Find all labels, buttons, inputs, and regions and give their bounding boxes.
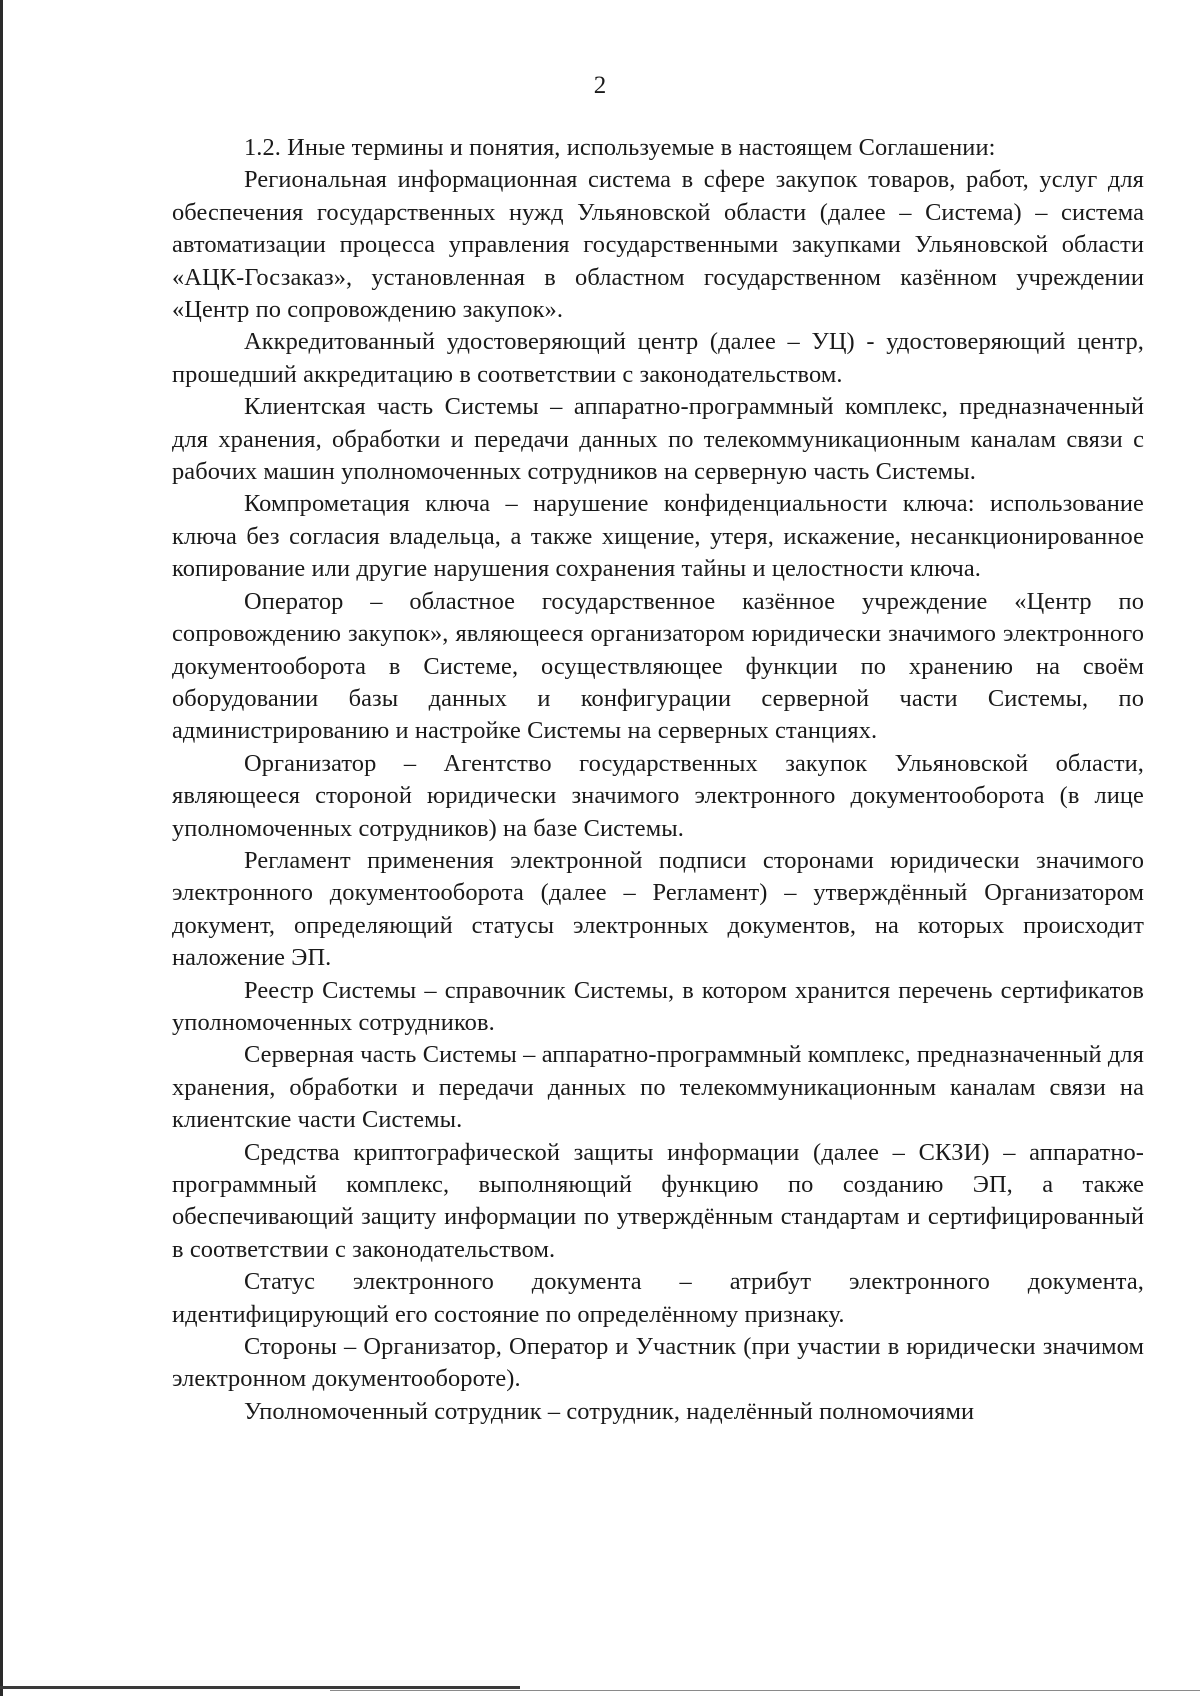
paragraph-definition-operator: Оператор – областное государственное казённое учреждение «Центр по сопровождению закупок», являющееся организатором юридически значимого электронного документооборота в Системе, осуществляющее функции по хранению на своём оборудовании базы данных и конфигурации серверной части Системы, по администрированию и настройке Системы на серверных станциях. <box>172 587 1144 745</box>
scan-edge-bottom-line <box>330 1690 1200 1691</box>
paragraph-definition-document-status: Статус электронного документа – атрибут электронного документа, идентифицирующий его состояние по определённому признаку. <box>172 1268 1144 1328</box>
paragraph-definition-regulation: Регламент применения электронной подписи сторонами юридически значимого электронного документооборота (далее – Регламент) – утверждённый Организатором документ, определяющий статусы электронных документов, на которых происходит наложение ЭП. <box>172 846 1144 972</box>
scan-edge-left <box>0 0 3 1696</box>
paragraph-definition-skzi: Средства криптографической защиты информации (далее – СКЗИ) – аппаратно-программный комплекс, выполняющий функцию по созданию ЭП, а также обеспечивающий защиту информации по утверждённым стандартам и сертифицированный в соответствии с законодательством. <box>172 1138 1144 1263</box>
paragraph-definition-registry: Реестр Системы – справочник Системы, в котором хранится перечень сертификатов уполномоченных сотрудников. <box>172 976 1144 1036</box>
paragraph-definition-organizer: Организатор – Агентство государственных закупок Ульяновской области, являющееся стороной юридически значимого электронного документооборота (в лице уполномоченных сотрудников) на базе Системы. <box>172 749 1144 842</box>
paragraph-definition-uc: Аккредитованный удостоверяющий центр (далее – УЦ) - удостоверяющий центр, прошедший аккредитацию в соответствии с законодательством. <box>172 328 1144 388</box>
scan-edge-bottom <box>0 1686 520 1689</box>
paragraph-definition-parties: Стороны – Организатор, Оператор и Участник (при участии в юридически значимом электронном документообороте). <box>172 1333 1144 1393</box>
document-body <box>172 132 1144 1428</box>
paragraph-definition-client-part: Клиентская часть Системы – аппаратно-программный комплекс, предназначенный для хранения, обработки и передачи данных по телекоммуникационным каналам связи с рабочих машин уполномоченных сотрудников на серверную часть Системы. <box>172 393 1144 486</box>
paragraph-definition-key-compromise: Компрометация ключа – нарушение конфиденциальности ключа: использование ключа без согласия владельца, а также хищение, утеря, искажение, несанкционированное копирование или другие нарушения сохранения тайны и целостности ключа. <box>172 490 1144 583</box>
paragraph-definition-system: Региональная информационная система в сфере закупок товаров, работ, услуг для обеспечения государственных нужд Ульяновской области (далее – Система) – система автоматизации процесса управления государственными закупками Ульяновской области «АЦК-Госзаказ», установленная в областном государственном казённом учреждении «Центр по сопровождению закупок». <box>172 166 1144 324</box>
paragraph-definition-server-part: Серверная часть Системы – аппаратно-программный комплекс, предназначенный для хранения, обработки и передачи данных по телекоммуникационным каналам связи на клиентские части Системы. <box>172 1041 1144 1134</box>
paragraph-definition-authorized-employee: Уполномоченный сотрудник – сотрудник, наделённый полномочиями <box>244 1397 975 1425</box>
page-number: 2 <box>593 72 607 99</box>
paragraph-terms-intro: 1.2. Иные термины и понятия, используемые в настоящем Соглашении: <box>244 134 996 161</box>
